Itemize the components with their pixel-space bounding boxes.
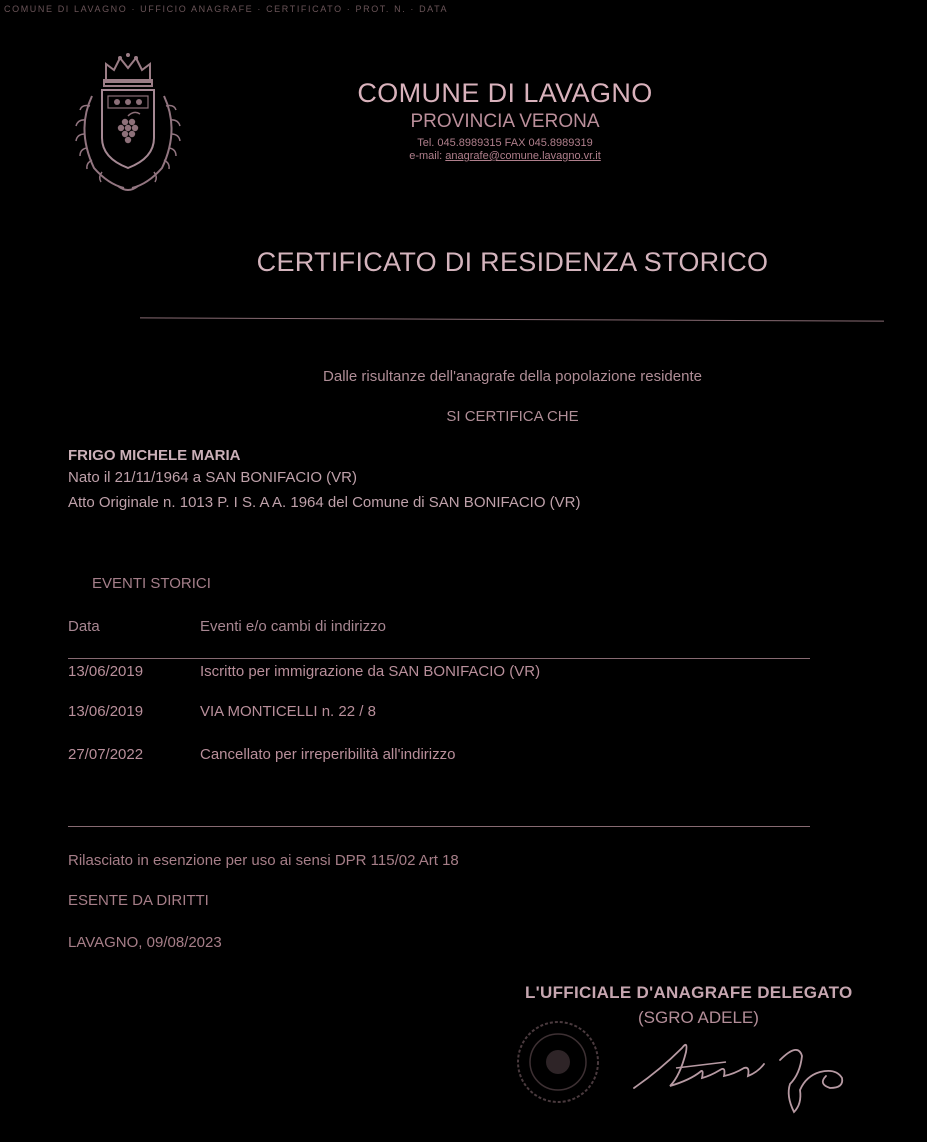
email-link[interactable]: anagrafe@comune.lavagno.vr.it: [445, 150, 601, 162]
event-date: 13/06/2019: [68, 703, 144, 720]
province-name: PROVINCIA VERONA: [410, 111, 600, 132]
event-date: 13/06/2019: [68, 663, 144, 680]
official-stamp-icon: [510, 1012, 610, 1112]
municipal-crest-icon: [70, 50, 186, 196]
person-birth: Nato il 21/11/1964 a SAN BONIFACIO (VR): [68, 469, 358, 486]
exemption-note: Rilasciato in esenzione per uso ai sensi DPR 115/02 Art 18: [68, 852, 459, 869]
footer-divider: [68, 826, 810, 827]
certify-text: SI CERTIFICA CHE: [446, 408, 579, 425]
person-birth-act: Atto Originale n. 1013 P. I S. A A. 1964 del Comune di SAN BONIFACIO (VR): [68, 494, 581, 511]
events-divider: [68, 658, 810, 659]
event-description: Iscritto per immigrazione da SAN BONIFACIO (VR): [200, 663, 541, 680]
top-strip: COMUNE DI LAVAGNO · UFFICIO ANAGRAFE · CERTIFICATO · PROT. N. · DATA: [4, 4, 449, 14]
column-header-event: Eventi e/o cambi di indirizzo: [200, 618, 386, 635]
title-divider: [140, 317, 884, 321]
person-name: FRIGO MICHELE MARIA: [68, 447, 241, 464]
event-date: 27/07/2022: [68, 746, 144, 763]
letterhead: [330, 78, 680, 162]
handwritten-signature-icon: [630, 1020, 870, 1120]
event-description: Cancellato per irreperibilità all'indirizzo: [200, 746, 456, 763]
events-section-title: EVENTI STORICI: [92, 575, 211, 592]
municipality-name: COMUNE DI LAVAGNO: [357, 78, 653, 108]
intro-text: Dalle risultanze dell'anagrafe della popolazione residente: [323, 368, 702, 385]
fees-note: ESENTE DA DIRITTI: [68, 892, 209, 909]
signatory-role: L'UFFICIALE D'ANAGRAFE DELEGATO: [525, 983, 853, 1002]
signatory-name: (SGRO ADELE): [638, 1008, 759, 1027]
email-label: e-mail:: [409, 150, 443, 162]
column-header-date: Data: [68, 618, 100, 635]
place-and-date: LAVAGNO, 09/08/2023: [68, 934, 222, 951]
email-line: [330, 150, 680, 162]
event-description: VIA MONTICELLI n. 22 / 8: [200, 703, 376, 720]
phone-fax: Tel. 045.8989315 FAX 045.8989319: [417, 137, 593, 149]
document-title: CERTIFICATO DI RESIDENZA STORICO: [256, 247, 769, 277]
